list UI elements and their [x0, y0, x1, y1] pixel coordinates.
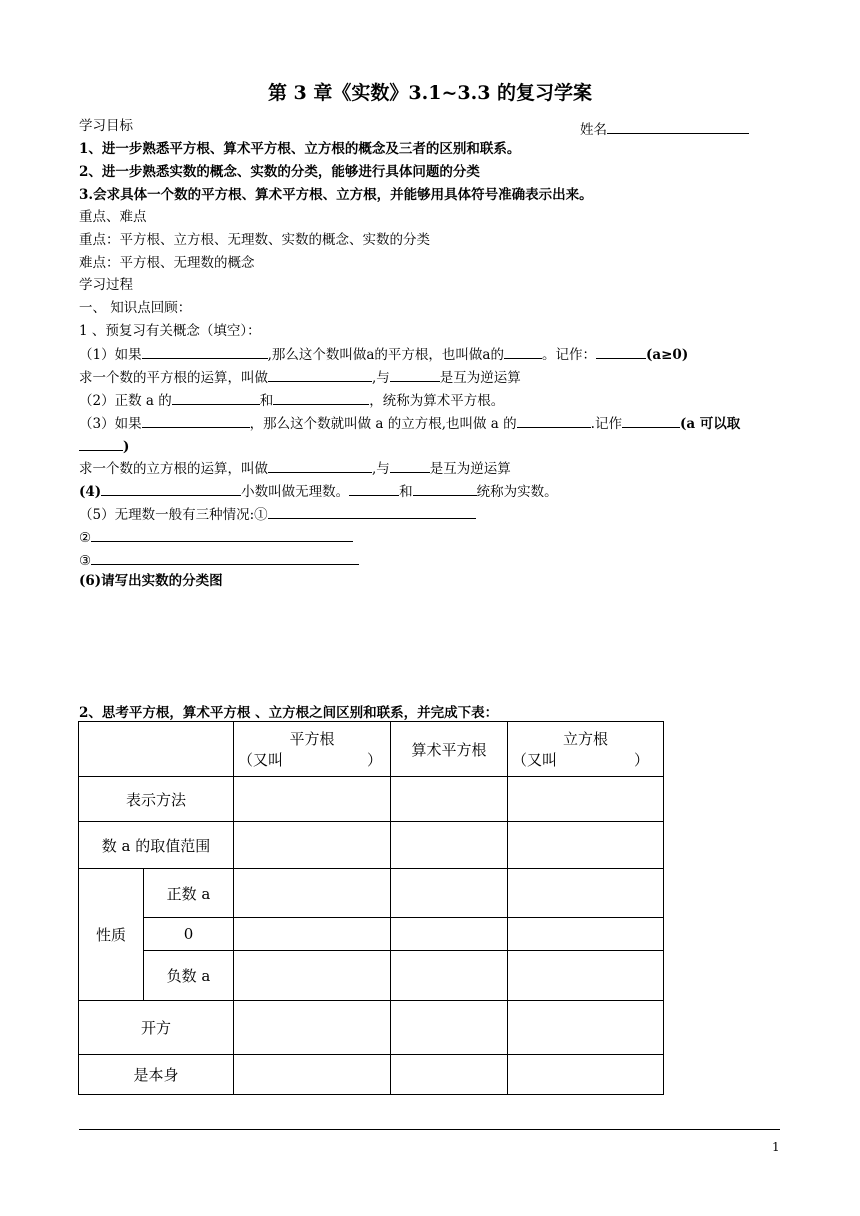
answer-cell[interactable] [391, 1055, 508, 1095]
question-5-item-2: ② [79, 527, 353, 547]
blank[interactable] [622, 413, 680, 428]
page-number: 1 [772, 1140, 780, 1154]
blank[interactable] [91, 550, 359, 565]
sub-label-zero: 0 [144, 918, 234, 951]
header-arithmetic-root: 算术平方根 [391, 722, 508, 777]
blank[interactable] [390, 458, 430, 473]
goal-2: 2、进一步熟悉实数的概念、实数的分类，能够进行具体问题的分类 [79, 164, 480, 180]
name-field[interactable] [580, 118, 749, 138]
blank[interactable] [142, 413, 250, 428]
question-6: (6)请写出实数的分类图 [79, 573, 223, 589]
answer-cell[interactable] [508, 918, 664, 951]
answer-cell[interactable] [234, 777, 391, 822]
answer-cell[interactable] [391, 951, 508, 1001]
answer-cell[interactable] [508, 822, 664, 869]
question-1: （1）如果 ,那么这个数叫做a的平方根，也叫做a的 。记作： (a≥0) [79, 344, 688, 364]
answer-cell[interactable] [391, 1001, 508, 1055]
comparison-table [78, 721, 664, 1095]
row-label-range: 数 a 的取值范围 [79, 822, 234, 869]
blank[interactable] [596, 344, 646, 359]
blank[interactable] [390, 367, 440, 382]
table-row [79, 918, 664, 951]
question-2: （2）正数 a 的 和 ，统称为算术平方根。 [79, 390, 504, 410]
question-1-line-2: 求一个数的平方根的运算，叫做 ,与 是互为逆运算 [79, 367, 521, 387]
blank[interactable] [79, 436, 123, 451]
sub-label-negative: 负数 a [144, 951, 234, 1001]
goal-1: 1、进一步熟悉平方根、算术平方根、立方根的概念及三者的区别和联系。 [79, 141, 521, 157]
question-5-item-3: ③ [79, 550, 359, 570]
blank[interactable] [268, 504, 476, 519]
table-row [79, 777, 664, 822]
table-row [79, 1001, 664, 1055]
answer-cell[interactable] [508, 869, 664, 918]
goal-heading: 学习目标 [79, 118, 133, 134]
blank[interactable] [349, 481, 399, 496]
answer-cell[interactable] [234, 918, 391, 951]
section-1-heading: 一、 知识点回顾： [79, 300, 192, 316]
answer-cell[interactable] [391, 869, 508, 918]
answer-cell[interactable] [234, 951, 391, 1001]
answer-cell[interactable] [508, 951, 664, 1001]
blank[interactable] [101, 481, 241, 496]
table-header-row [79, 722, 664, 777]
row-label-method: 表示方法 [79, 777, 234, 822]
page-title: 第 3 章《实数》3.1~3.3 的复习学案 [267, 82, 593, 104]
blank[interactable] [413, 481, 477, 496]
question-5: （5）无理数一般有三种情况:① [79, 504, 476, 524]
name-label: 姓名 [580, 122, 607, 138]
question-3-wrap: ) [79, 436, 129, 456]
blank[interactable] [504, 344, 542, 359]
blank[interactable] [91, 527, 353, 542]
blank[interactable] [142, 344, 268, 359]
answer-cell[interactable] [234, 869, 391, 918]
table-corner-cell [79, 722, 234, 777]
goal-3: 3.会求具体一个数的平方根、算术平方根、立方根，并能够用具体符号准确表示出来。 [79, 187, 593, 203]
sub-label-positive: 正数 a [144, 869, 234, 918]
difficult-points: 难点：平方根、无理数的概念 [79, 255, 255, 271]
question-3: （3）如果 ，那么这个数就叫做 a 的立方根,也叫做 a 的 .记作 (a 可以取 [79, 413, 740, 433]
table-row [79, 822, 664, 869]
blank[interactable] [268, 367, 372, 382]
answer-cell[interactable] [234, 1055, 391, 1095]
key-points-heading: 重点、难点 [79, 209, 147, 225]
question-3-line-2: 求一个数的立方根的运算，叫做 ,与 是互为逆运算 [79, 458, 511, 478]
answer-cell[interactable] [234, 822, 391, 869]
row-label-property: 性质 [79, 869, 144, 1001]
header-square-root: 平方根 （又叫 ） [234, 722, 391, 777]
answer-cell[interactable] [391, 822, 508, 869]
header-cube-root: 立方根 （又叫 ） [508, 722, 664, 777]
answer-cell[interactable] [508, 1055, 664, 1095]
answer-cell[interactable] [508, 1001, 664, 1055]
section-2-heading: 2、思考平方根，算术平方根 、立方根之间区别和联系，并完成下表： [79, 705, 499, 721]
blank[interactable] [268, 458, 372, 473]
answer-cell[interactable] [391, 777, 508, 822]
table-row [79, 951, 664, 1001]
answer-cell[interactable] [508, 777, 664, 822]
key-points: 重点：平方根、立方根、无理数、实数的概念、实数的分类 [79, 232, 430, 248]
row-label-root: 开方 [79, 1001, 234, 1055]
table-row [79, 1055, 664, 1095]
name-blank[interactable] [607, 119, 749, 134]
blank[interactable] [517, 413, 591, 428]
blank[interactable] [172, 390, 260, 405]
answer-cell[interactable] [234, 1001, 391, 1055]
process-heading: 学习过程 [79, 277, 133, 293]
question-4: (4) 小数叫做无理数。 和 统称为实数。 [79, 481, 558, 501]
answer-cell[interactable] [391, 918, 508, 951]
blank[interactable] [273, 390, 369, 405]
row-label-self: 是本身 [79, 1055, 234, 1095]
table-row [79, 869, 664, 918]
item-1-heading: 1 、预复习有关概念（填空）： [79, 323, 261, 339]
footer-divider [79, 1129, 780, 1130]
